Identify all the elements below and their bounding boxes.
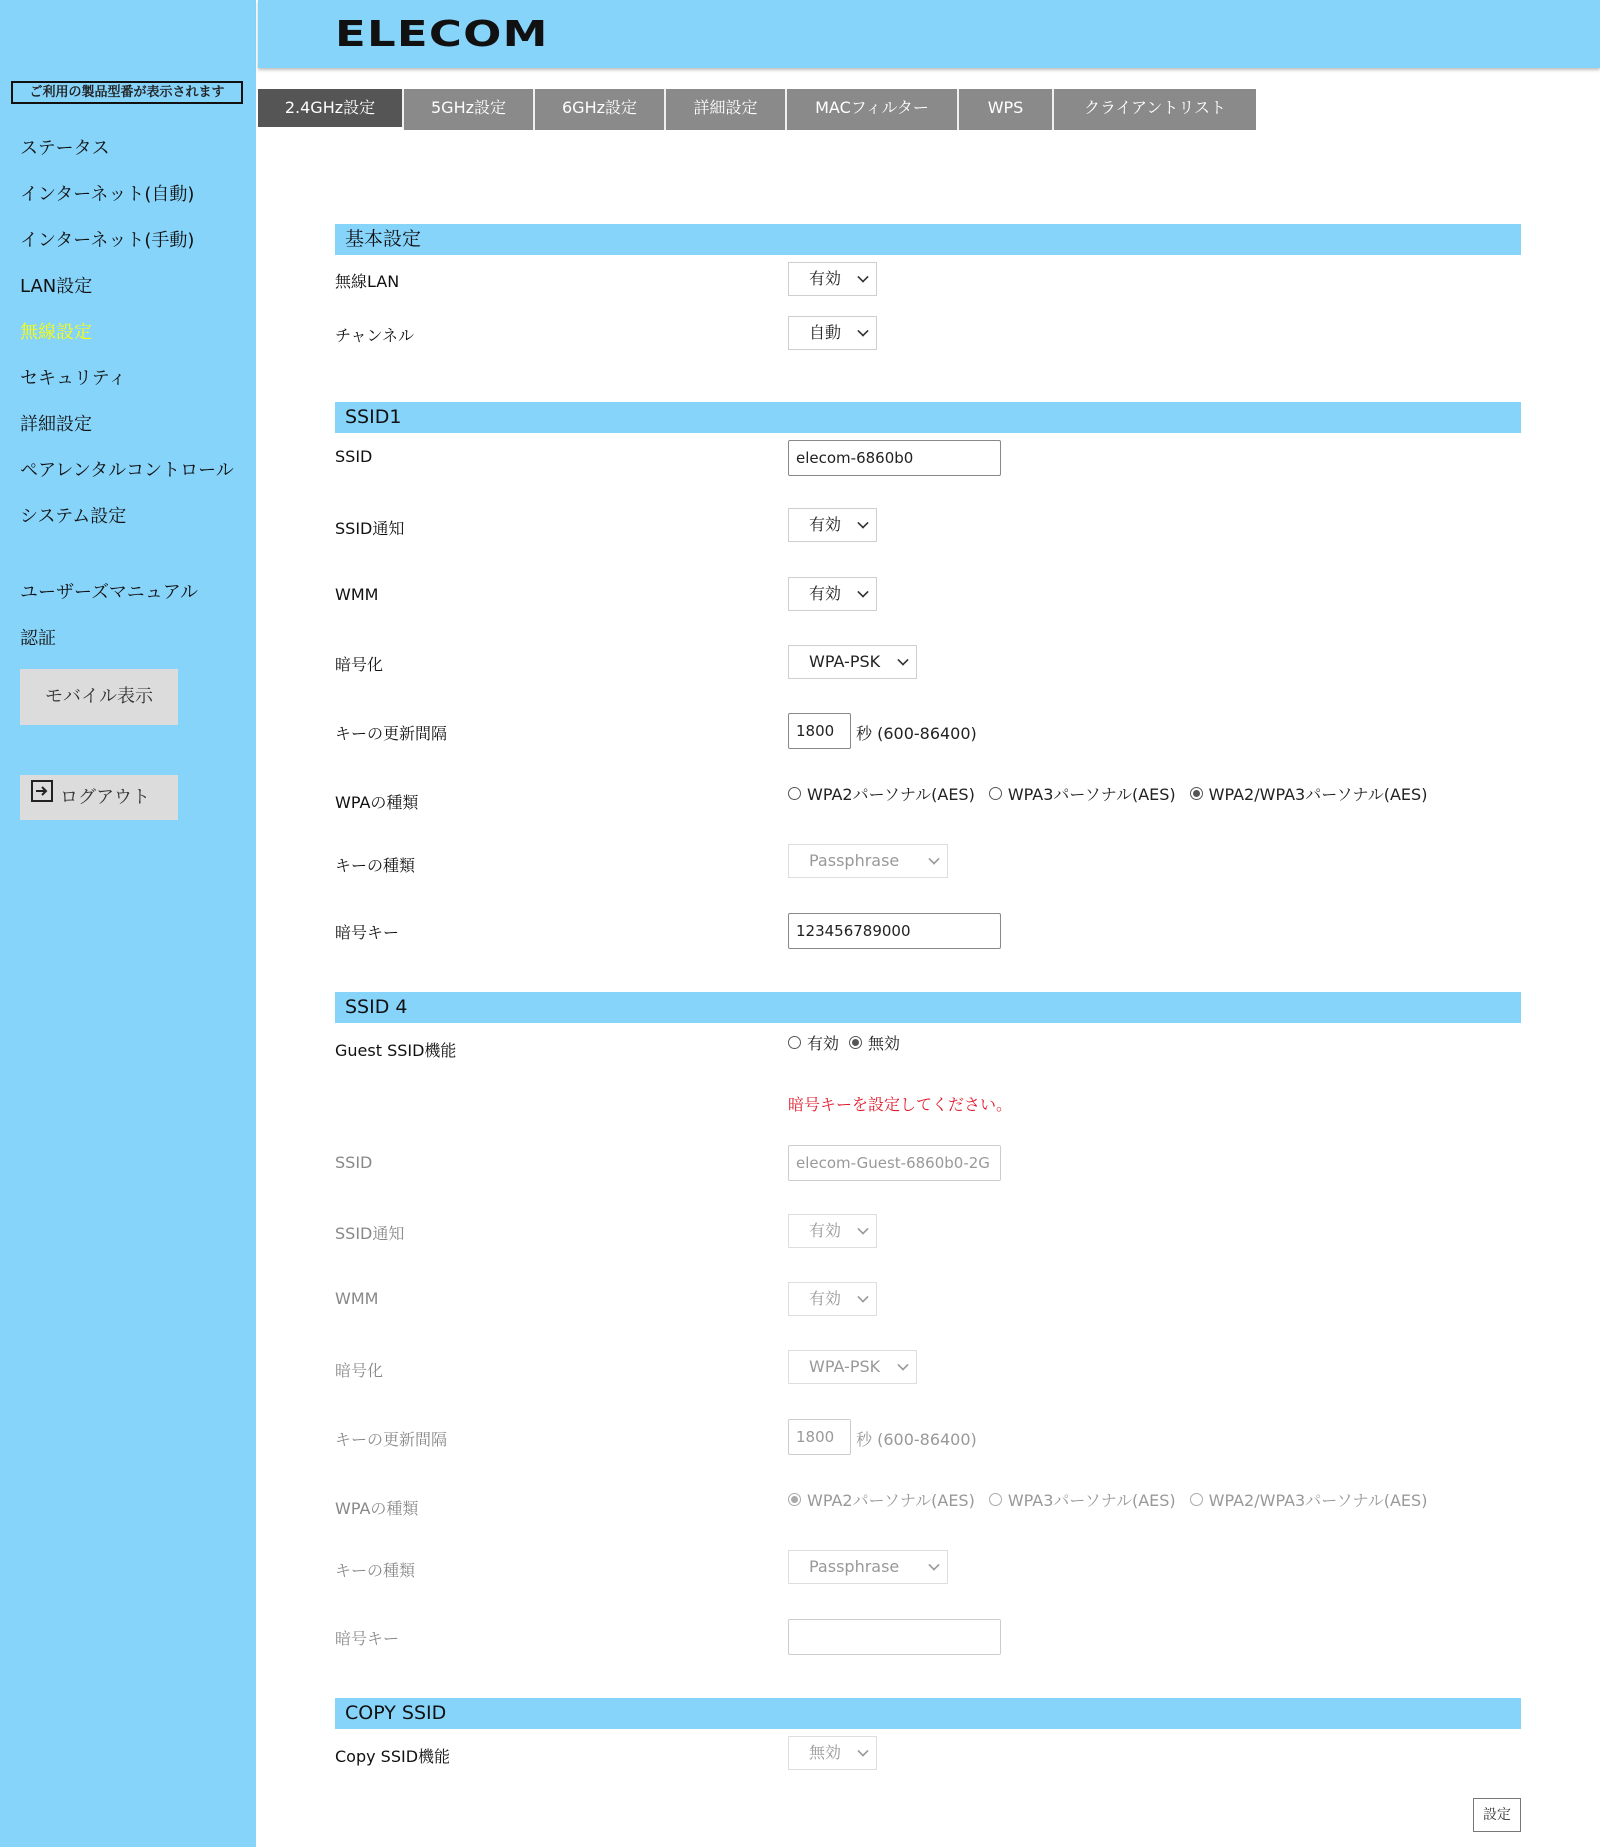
ssid1-ssid-input[interactable]: elecom-6860b0 <box>788 440 1001 476</box>
ssid4-key-label: 暗号キー <box>335 1629 400 1648</box>
ssid4-guest-radios <box>788 1031 914 1054</box>
chevron-down-icon <box>928 853 939 864</box>
ssid1-key-type-label: キーの種類 <box>335 856 416 875</box>
ssid4-encryption-select[interactable] <box>788 1350 917 1384</box>
radio-button[interactable] <box>1190 1493 1203 1506</box>
ssid1-broadcast-value: 有効 <box>809 515 842 534</box>
radio-button-checked[interactable] <box>1190 787 1203 800</box>
ssid1-wpa2-wpa3-option[interactable] <box>1190 782 1428 805</box>
radio-button[interactable] <box>989 1493 1002 1506</box>
chevron-down-icon <box>857 271 868 282</box>
ssid4-wmm-select[interactable] <box>788 1282 877 1316</box>
ssid1-key-type-select[interactable] <box>788 844 948 878</box>
ssid1-rekey-note: 秒 (600-86400) <box>856 724 977 743</box>
ssid4-broadcast-select[interactable] <box>788 1214 877 1248</box>
sidebar-item-security[interactable]: セキュリティ <box>20 368 127 389</box>
channel-value: 自動 <box>809 323 842 342</box>
chevron-down-icon <box>857 1291 868 1302</box>
tab-2-4ghz[interactable]: 2.4GHz設定 <box>258 89 404 130</box>
ssid1-key-label: 暗号キー <box>335 923 400 942</box>
ssid4-guest-enable-label: 有効 <box>807 1034 840 1053</box>
chevron-down-icon <box>928 1559 939 1570</box>
ssid4-guest-enable-option[interactable] <box>788 1031 839 1054</box>
chevron-down-icon <box>857 325 868 336</box>
mobile-view-button[interactable] <box>20 669 178 725</box>
channel-label: チャンネル <box>335 326 415 345</box>
sidebar-item-wireless[interactable]: 無線設定 <box>20 322 92 343</box>
ssid1-wmm-select[interactable] <box>788 577 877 611</box>
chevron-down-icon <box>857 1745 868 1756</box>
ssid4-wpa2-wpa3-label: WPA2/WPA3パーソナル(AES) <box>1208 1491 1428 1510</box>
tab-bar <box>258 89 1256 130</box>
ssid1-rekey-input[interactable]: 1800 <box>788 713 851 749</box>
ssid1-wmm-value: 有効 <box>809 584 842 603</box>
logout-button[interactable] <box>20 775 178 820</box>
ssid4-rekey-note: 秒 (600-86400) <box>856 1430 977 1449</box>
sidebar-item-status[interactable]: ステータス <box>20 138 110 159</box>
ssid4-wpa2-option[interactable] <box>788 1488 975 1511</box>
ssid1-wpa2-label: WPA2パーソナル(AES) <box>807 785 975 804</box>
ssid4-broadcast-label: SSID通知 <box>335 1224 405 1243</box>
wireless-lan-select[interactable] <box>788 262 877 296</box>
ssid1-broadcast-select[interactable] <box>788 508 877 542</box>
ssid4-ssid-label: SSID <box>335 1153 373 1172</box>
ssid4-wpa3-label: WPA3パーソナル(AES) <box>1007 1491 1176 1510</box>
radio-button-checked[interactable] <box>849 1036 862 1049</box>
ssid4-ssid-input[interactable]: elecom-Guest-6860b0-2G <box>788 1145 1001 1181</box>
ssid4-encryption-label: 暗号化 <box>335 1361 384 1380</box>
sidebar-item-parental[interactable]: ペアレンタルコントロール <box>20 460 234 481</box>
ssid1-ssid-label: SSID <box>335 447 373 466</box>
ssid4-wmm-label: WMM <box>335 1289 379 1308</box>
elecom-logo: ELECOM <box>335 14 549 55</box>
ssid4-wmm-value: 有効 <box>809 1289 842 1308</box>
copy-ssid-select[interactable] <box>788 1736 877 1770</box>
mobile-view-label: モバイル表示 <box>45 686 153 707</box>
chevron-down-icon <box>857 586 868 597</box>
sidebar-item-internet-auto[interactable]: インターネット(自動) <box>20 184 195 205</box>
ssid1-key-input[interactable]: 123456789000 <box>788 913 1001 949</box>
tab-client-list[interactable]: クライアントリスト <box>1083 98 1227 117</box>
ssid4-wpa3-option[interactable] <box>989 1488 1176 1511</box>
copy-ssid-label: Copy SSID機能 <box>335 1747 451 1766</box>
ssid4-broadcast-value: 有効 <box>809 1221 842 1240</box>
copy-ssid-value: 無効 <box>809 1743 842 1762</box>
sidebar-item-system[interactable]: システム設定 <box>20 506 127 527</box>
section-basic: 基本設定 <box>335 224 1521 255</box>
ssid4-encryption-value: WPA-PSK <box>809 1357 881 1376</box>
ssid1-encryption-value: WPA-PSK <box>809 652 881 671</box>
ssid1-wmm-label: WMM <box>335 585 379 604</box>
radio-button-checked[interactable] <box>788 1493 801 1506</box>
tab-advanced[interactable]: 詳細設定 <box>666 89 787 130</box>
ssid4-wpa-type-radios <box>788 1488 1441 1511</box>
ssid1-encryption-label: 暗号化 <box>335 655 384 674</box>
ssid4-key-input[interactable] <box>788 1619 1001 1655</box>
logout-icon <box>30 775 54 820</box>
ssid1-key-type-value: Passphrase <box>809 851 900 870</box>
radio-button[interactable] <box>989 787 1002 800</box>
sidebar-item-internet-manual[interactable]: インターネット(手動) <box>20 230 195 251</box>
wireless-lan-value: 有効 <box>809 269 842 288</box>
ssid4-guest-disable-label: 無効 <box>868 1034 901 1053</box>
radio-button[interactable] <box>788 1036 801 1049</box>
ssid1-wpa3-option[interactable] <box>989 782 1176 805</box>
ssid4-rekey-input[interactable]: 1800 <box>788 1419 851 1455</box>
ssid4-rekey-label: キーの更新間隔 <box>335 1430 448 1449</box>
ssid4-guest-label: Guest SSID機能 <box>335 1041 457 1060</box>
ssid1-wpa-type-radios <box>788 782 1441 805</box>
ssid1-wpa2-wpa3-label: WPA2/WPA3パーソナル(AES) <box>1208 785 1428 804</box>
ssid4-key-type-select[interactable] <box>788 1550 948 1584</box>
channel-select[interactable] <box>788 316 877 350</box>
section-ssid1: SSID1 <box>335 402 1521 433</box>
sidebar-item-advanced[interactable]: 詳細設定 <box>20 414 92 435</box>
section-ssid4: SSID 4 <box>335 992 1521 1023</box>
ssid1-wpa3-label: WPA3パーソナル(AES) <box>1007 785 1176 804</box>
tab-wps[interactable]: WPS <box>959 89 1054 130</box>
ssid4-key-type-label: キーの種類 <box>335 1561 416 1580</box>
sidebar-item-lan[interactable]: LAN設定 <box>20 276 93 297</box>
ssid4-key-type-value: Passphrase <box>809 1557 900 1576</box>
tab-6ghz[interactable]: 6GHz設定 <box>535 89 666 130</box>
chevron-down-icon <box>857 1223 868 1234</box>
ssid4-wpa2-label: WPA2パーソナル(AES) <box>807 1491 975 1510</box>
ssid4-wpa-type-label: WPAの種類 <box>335 1499 419 1518</box>
ssid4-error-message: 暗号キーを設定してください。 <box>788 1095 1013 1114</box>
ssid4-wpa2-wpa3-option[interactable] <box>1190 1488 1428 1511</box>
wireless-lan-label: 無線LAN <box>335 272 400 291</box>
ssid1-encryption-select[interactable] <box>788 645 917 679</box>
chevron-down-icon <box>857 517 868 528</box>
sidebar-item-certification[interactable]: 認証 <box>20 628 56 649</box>
ssid1-wpa2-option[interactable] <box>788 782 975 805</box>
logout-label: ログアウト <box>60 787 150 808</box>
ssid1-wpa-type-label: WPAの種類 <box>335 793 419 812</box>
tab-mac-filter[interactable]: MACフィルター <box>787 89 959 130</box>
chevron-down-icon <box>897 654 908 665</box>
chevron-down-icon <box>897 1359 908 1370</box>
radio-button[interactable] <box>788 787 801 800</box>
section-copy-ssid: COPY SSID <box>335 1698 1521 1729</box>
tab-5ghz[interactable]: 5GHz設定 <box>404 89 535 130</box>
sidebar <box>0 0 256 1847</box>
ssid1-broadcast-label: SSID通知 <box>335 519 405 538</box>
submit-button[interactable]: 設定 <box>1473 1798 1521 1832</box>
model-notice: ご利用の製品型番が表示されます <box>11 81 243 104</box>
sidebar-item-user-manual[interactable]: ユーザーズマニュアル <box>20 582 199 603</box>
ssid1-rekey-label: キーの更新間隔 <box>335 724 448 743</box>
ssid4-guest-disable-option[interactable] <box>849 1031 900 1054</box>
